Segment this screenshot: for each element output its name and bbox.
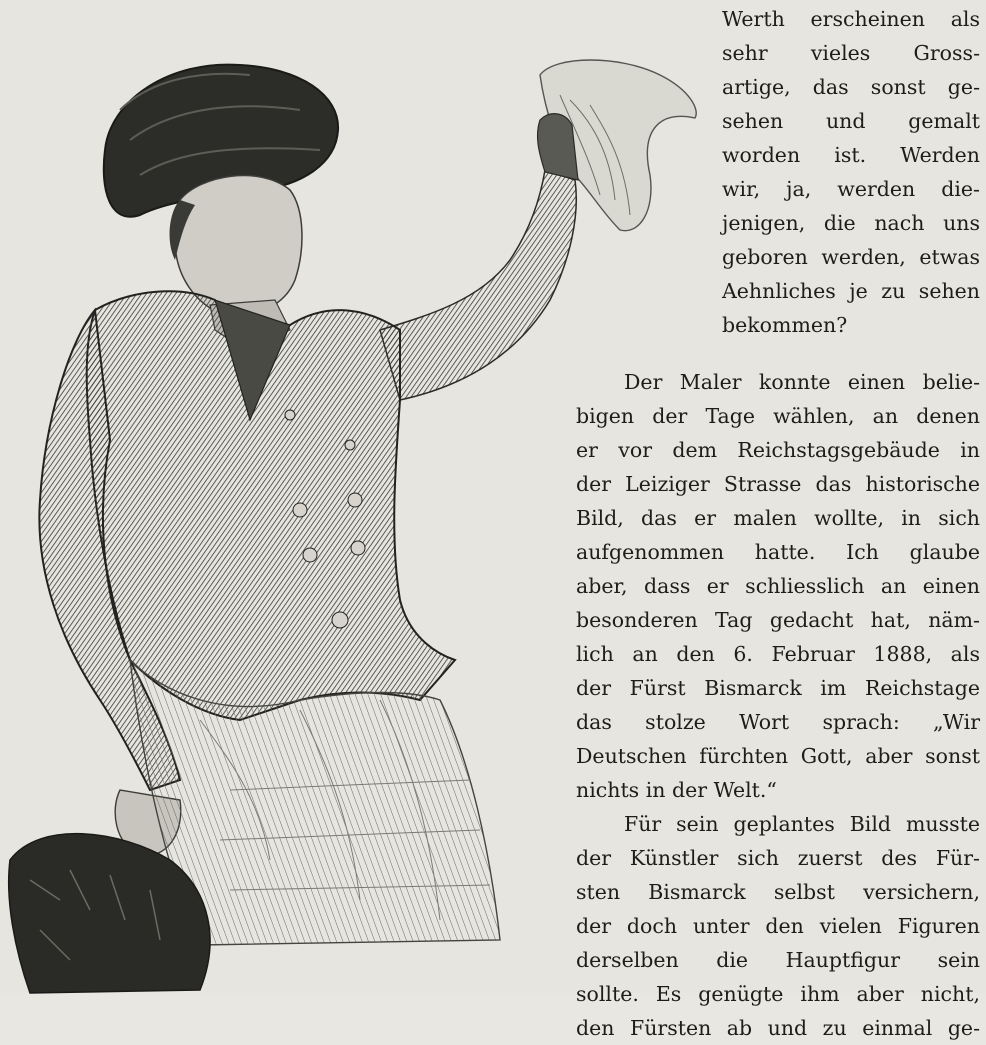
text-line: den Fürsten ab und zu einmal ge- — [576, 1016, 980, 1040]
text-line: lich an den 6. Februar 1888, als — [576, 642, 980, 666]
text-line: geboren werden, etwas — [722, 245, 980, 269]
text-line: der doch unter den vielen Figuren — [576, 914, 980, 938]
text-line: Bild, das er malen wollte, in sich — [576, 506, 980, 530]
text-line: derselben die Hauptfigur sein — [576, 948, 980, 972]
text-line: aufgenommen hatte. Ich glaube — [576, 540, 980, 564]
text-line: der Fürst Bismarck im Reichstage — [576, 676, 980, 700]
text-line: worden ist. Werden — [722, 143, 980, 167]
text-line: sollte. Es genügte ihm aber nicht, — [576, 982, 980, 1006]
text-line: sehen und gemalt — [722, 109, 980, 133]
text-line: er vor dem Reichstagsgebäude in — [576, 438, 980, 462]
text-line: Der Maler konnte einen belie- — [624, 370, 980, 394]
text-line: Werth erscheinen als — [722, 7, 980, 31]
text-line: sehr vieles Gross- — [722, 41, 980, 65]
text-line: wir, ja, werden die- — [722, 177, 980, 201]
text-line: der Künstler sich zuerst des Für- — [576, 846, 980, 870]
text-line: Für sein geplantes Bild musste — [624, 812, 980, 836]
text-line: das stolze Wort sprach: „Wir — [576, 710, 980, 734]
text-line: jenigen, die nach uns — [722, 211, 980, 235]
text-line: nichts in der Welt.“ — [576, 778, 777, 802]
text-line: sten Bismarck selbst versichern, — [576, 880, 980, 904]
text-line: besonderen Tag gedacht hat, näm- — [576, 608, 980, 632]
text-line: bigen der Tage wählen, an denen — [576, 404, 980, 428]
text-column-wide — [576, 365, 980, 1040]
text-column-narrow — [722, 2, 980, 342]
text-line: der Leiziger Strasse das historische — [576, 472, 980, 496]
raised-arm-drawing — [380, 170, 576, 400]
text-line: bekommen? — [722, 313, 848, 337]
text-line: Aehnliches je zu sehen — [722, 279, 980, 303]
text-line: artige, das sonst ge- — [722, 75, 980, 99]
jacket-drawing — [87, 291, 455, 720]
woman-waving-illustration — [0, 40, 600, 993]
text-line: Deutschen fürchten Gott, aber sonst — [576, 744, 980, 768]
text-line: aber, dass er schliesslich an einen — [576, 574, 980, 598]
